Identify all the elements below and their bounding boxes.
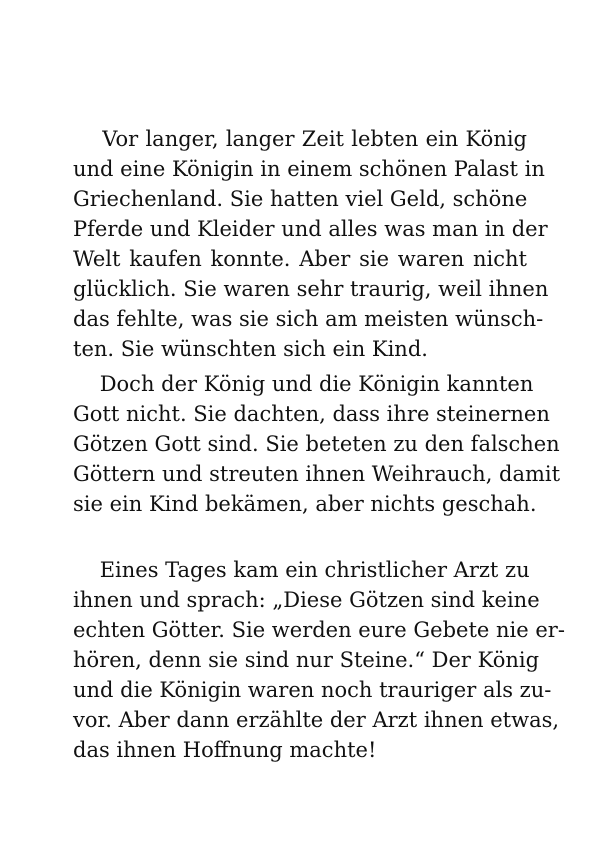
paragraph-line: ten. Sie wünschten sich ein Kind. [73,337,428,361]
paragraph-line: ihnen und sprach: „Diese Götzen sind keine [73,588,540,612]
paragraph-line: das fehlte, was sie sich am meisten wünsch- [73,307,544,331]
paragraph-line: glücklich. Sie waren sehr traurig, weil ihnen [73,277,549,301]
paragraph-line: echten Götter. Sie werden eure Gebete nie er- [73,618,565,642]
paragraph-line: Griechenland. Sie hatten viel Geld, schöne [73,187,528,211]
paragraph-line: hören, denn sie sind nur Steine.“ Der König [73,648,540,672]
paragraph-line: Doch der König und die Königin kannten [73,372,534,396]
paragraph-line: Eines Tages kam ein christlicher Arzt zu [73,558,530,582]
paragraph-line: Göttern und streuten ihnen Weihrauch, damit [73,462,561,486]
paragraph-line: das ihnen Hoffnung machte! [73,738,377,762]
paragraph-line: sie ein Kind bekämen, aber nichts geschah. [73,492,537,516]
paragraph-3 [73,555,565,765]
paragraph-line: Vor langer, langer Zeit lebten ein König [73,127,527,151]
paragraph-1 [73,124,549,364]
paragraph-line: Gott nicht. Sie dachten, dass ihre steinernen [73,402,550,426]
paragraph-line: und die Königin waren noch trauriger als zu- [73,678,552,702]
paragraph-line: Pferde und Kleider und alles was man in der [73,217,548,241]
paragraph-line: und eine Königin in einem schönen Palast in [73,157,545,181]
paragraph-line: Welt kaufen konnte. Aber sie waren nicht [73,247,527,271]
paragraph-line: Götzen Gott sind. Sie beteten zu den falschen [73,432,560,456]
paragraph-line: vor. Aber dann erzählte der Arzt ihnen etwas, [73,708,560,732]
paragraph-2 [73,369,561,519]
